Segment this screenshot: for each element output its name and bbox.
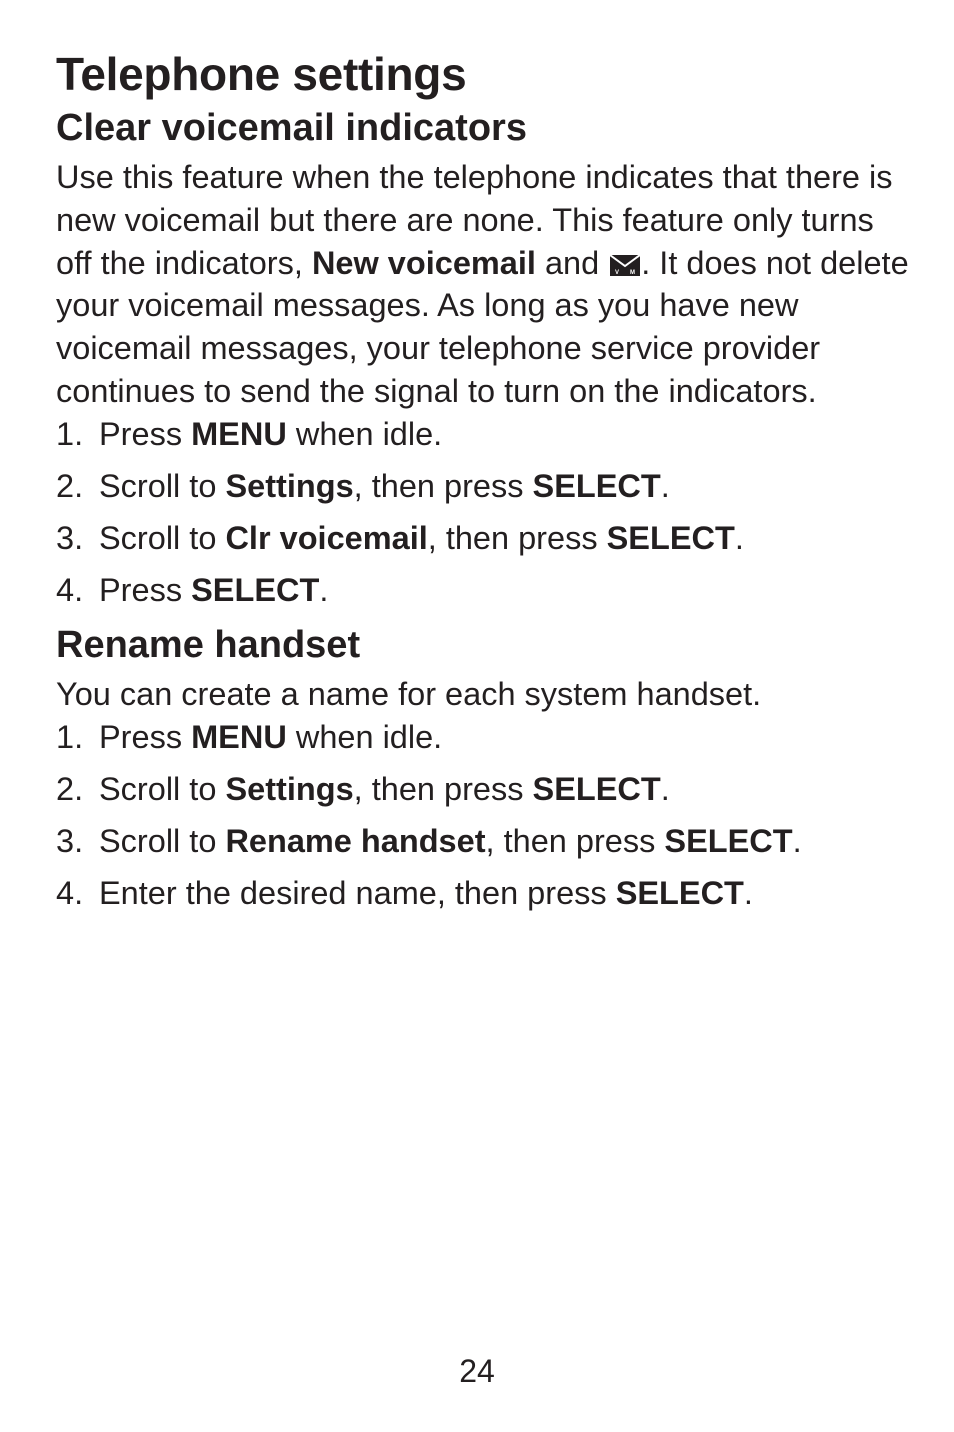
list-item: 1. Press MENU when idle.	[56, 718, 443, 755]
manual-page	[56, 44, 916, 924]
page-title: Telephone settings	[56, 48, 467, 100]
svg-text:V: V	[615, 269, 620, 276]
page-number: 24	[459, 1353, 495, 1389]
section-title: Rename handset	[56, 623, 361, 666]
list-item: 2. Scroll to Settings, then press SELECT.	[56, 770, 670, 807]
steps-list	[56, 413, 916, 611]
section-title: Clear voicemail indicators	[56, 107, 527, 149]
steps-list	[56, 716, 916, 914]
section-rename-handset	[56, 621, 916, 914]
list-item: 2. Scroll to Settings, then press SELECT.	[56, 467, 670, 504]
section-description: Use this feature when the telephone indicates that there is new voicemail but there are none. This feature only turns off the indicators, New voicemail and V M . It does not delete your voicemail messages. As long as you have new voicemail messages, your telephone service provider continues to send the signal to turn on the indicators.	[56, 159, 909, 409]
section-clear-voicemail	[56, 104, 916, 611]
voicemail-envelope-icon	[610, 253, 640, 277]
list-item: 3. Scroll to Rename handset, then press SELECT.	[56, 822, 802, 859]
list-item: 1. Press MENU when idle.	[56, 415, 443, 452]
list-item: 4. Press SELECT.	[56, 571, 329, 608]
list-item: 4. Enter the desired name, then press SELECT.	[56, 874, 753, 911]
list-item: 3. Scroll to Clr voicemail, then press SELECT.	[56, 519, 744, 556]
section-description: You can create a name for each system handset.	[56, 675, 762, 712]
svg-text:M: M	[630, 269, 636, 276]
